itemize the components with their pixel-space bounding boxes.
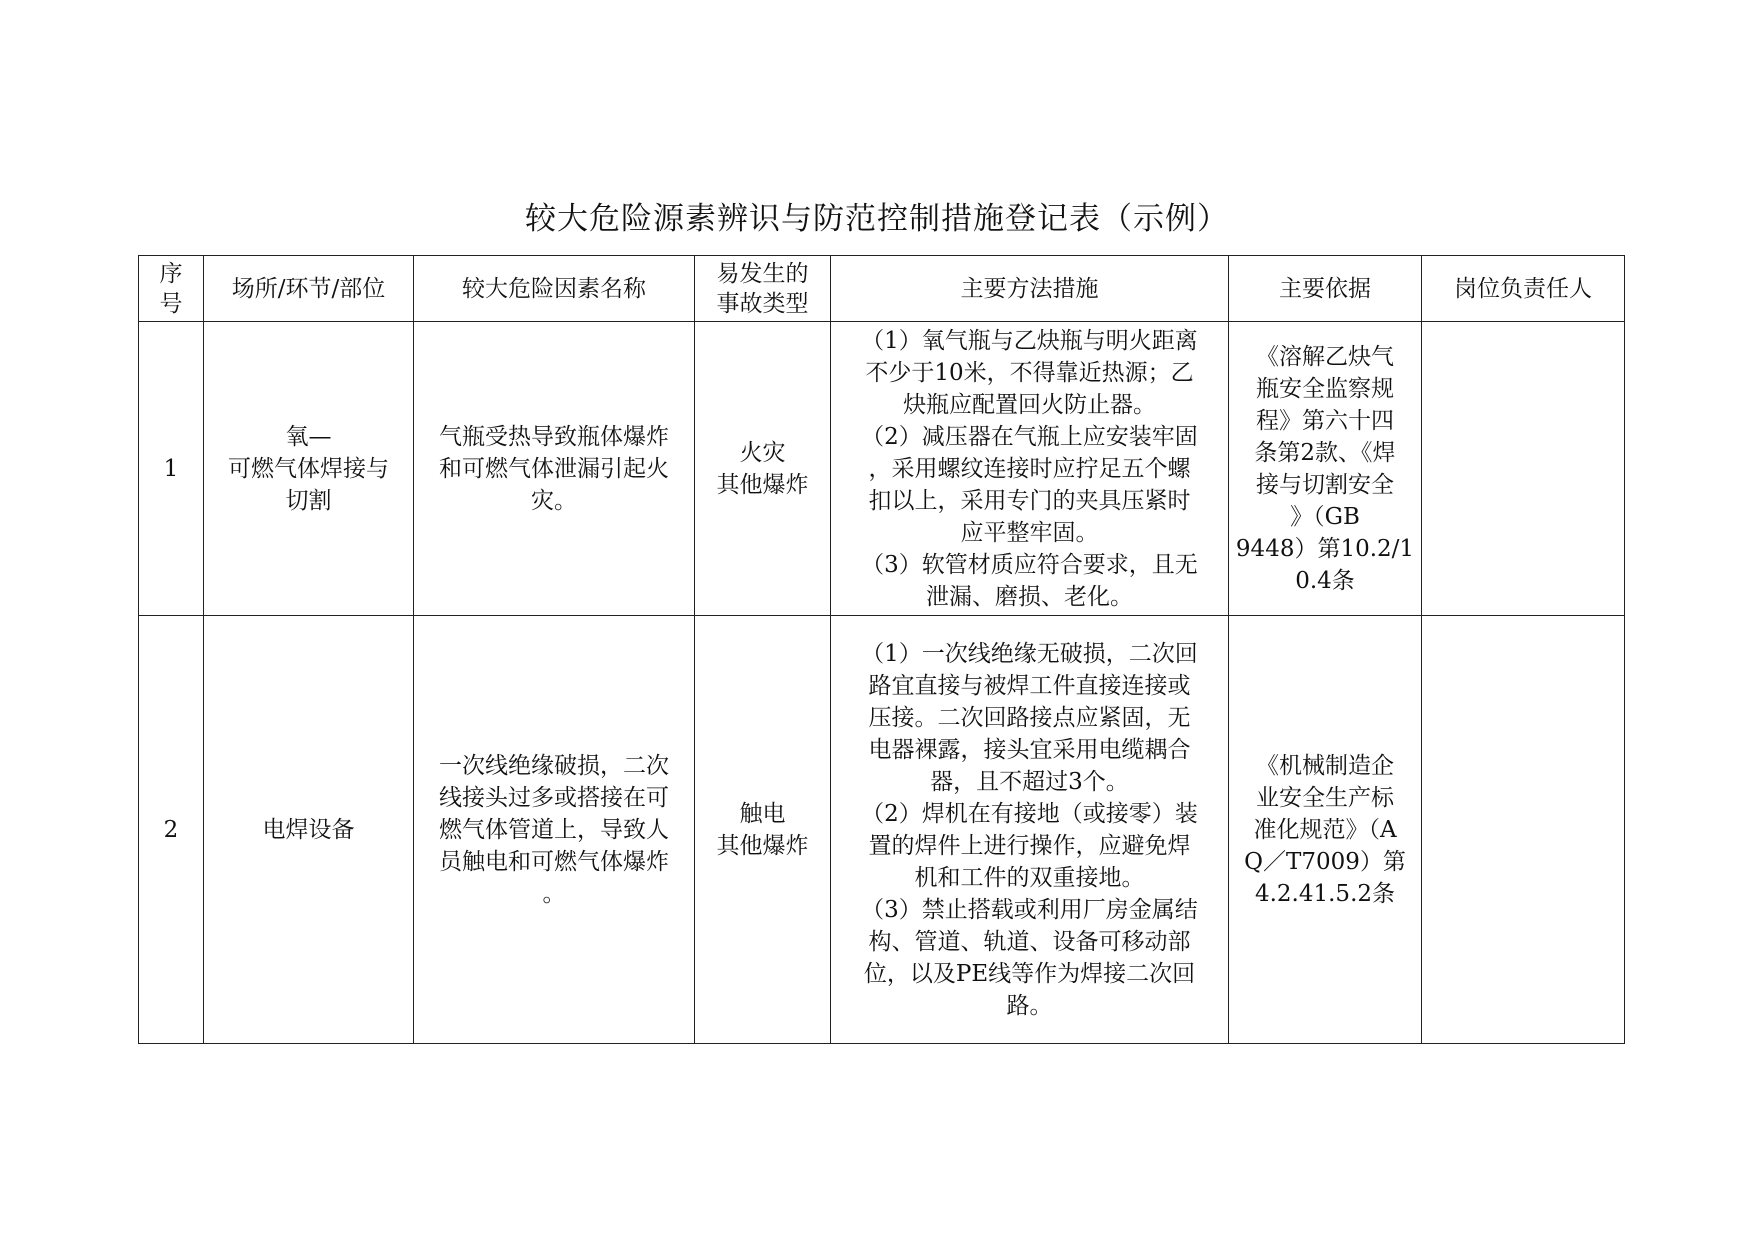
cell-seq: 2 — [139, 616, 204, 1044]
cell-measures: （1）一次线绝缘无破损，二次回 路宜直接与被焊工件直接连接或 压接。二次回路接点应紧固，无 电器裸露，接头宜采用电缆耦合 器，且不超过3个。 （2）焊机在有接地（或接零）装 置的焊件上进行操作，应避免焊 机和工件的双重接地。 （3）禁止搭载或利用厂房金属结 构、管道、轨道、设备可移动部 位，以及PE线等作为焊接二次回 路。 — [831, 616, 1229, 1044]
cell-responsible — [1422, 616, 1625, 1044]
header-responsible: 岗位负责任人 — [1422, 256, 1625, 322]
cell-responsible — [1422, 322, 1625, 616]
header-location: 场所/环节/部位 — [204, 256, 414, 322]
header-measures: 主要方法措施 — [831, 256, 1229, 322]
hazard-register-table — [138, 255, 1625, 1044]
cell-basis: 《机械制造企 业安全生产标 准化规范》（A Q／T7009）第 4.2.41.5.2条 — [1229, 616, 1422, 1044]
table-row — [139, 616, 1625, 1044]
table-row — [139, 322, 1625, 616]
cell-measures: （1）氧气瓶与乙炔瓶与明火距离 不少于10米，不得靠近热源；乙 炔瓶应配置回火防止器。 （2）减压器在气瓶上应安装牢固 ，采用螺纹连接时应拧足五个螺 扣以上，采用专门的夹具压紧时 应平整牢固。 （3）软管材质应符合要求，且无 泄漏、磨损、老化。 — [831, 322, 1229, 616]
header-row — [139, 256, 1625, 322]
cell-location: 氧— 可燃气体焊接与 切割 — [204, 322, 414, 616]
cell-hazard: 气瓶受热导致瓶体爆炸 和可燃气体泄漏引起火 灾。 — [414, 322, 695, 616]
cell-location: 电焊设备 — [204, 616, 414, 1044]
header-seq: 序 号 — [139, 256, 204, 322]
cell-accident-type: 触电 其他爆炸 — [695, 616, 831, 1044]
header-basis: 主要依据 — [1229, 256, 1422, 322]
header-hazard: 较大危险因素名称 — [414, 256, 695, 322]
cell-hazard: 一次线绝缘破损，二次 线接头过多或搭接在可 燃气体管道上，导致人 员触电和可燃气体爆炸 。 — [414, 616, 695, 1044]
cell-accident-type: 火灾 其他爆炸 — [695, 322, 831, 616]
cell-basis: 《溶解乙炔气 瓶安全监察规 程》第六十四 条第2款、《焊 接与切割安全 》（GB 9448）第10.2/1 0.4条 — [1229, 322, 1422, 616]
document-title: 较大危险源素辨识与防范控制措施登记表（示例） — [525, 201, 1229, 237]
header-accident-type: 易发生的 事故类型 — [695, 256, 831, 322]
cell-seq: 1 — [139, 322, 204, 616]
